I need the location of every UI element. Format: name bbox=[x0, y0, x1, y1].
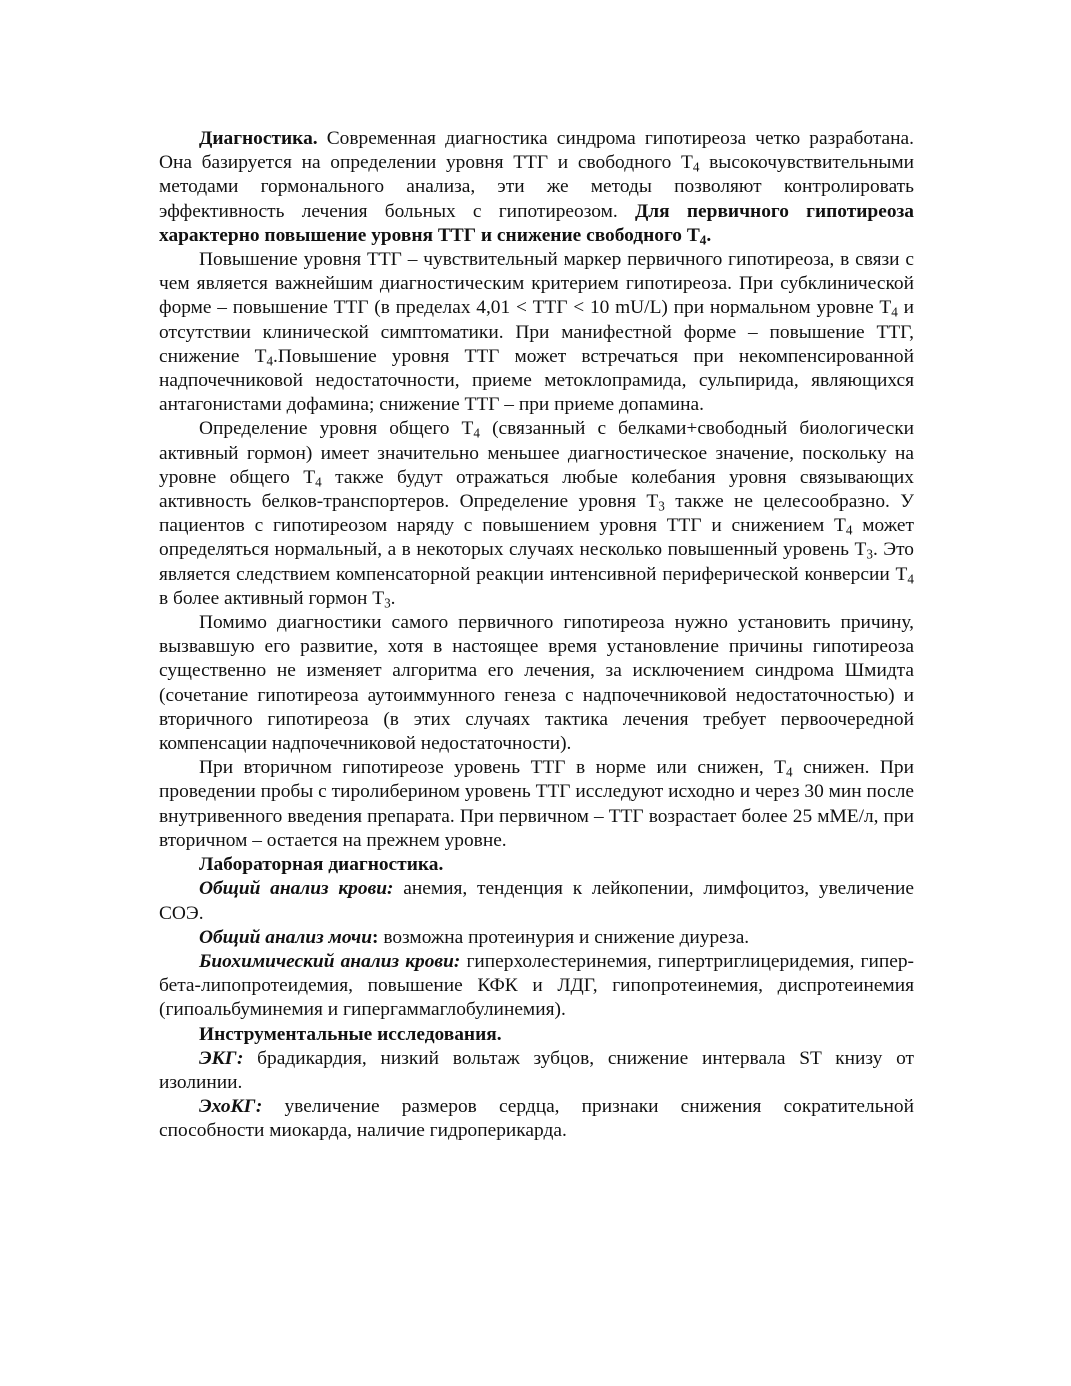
item-ecg: ЭКГ: брадикардия, низкий вольтаж зубцов, снижение интервала ST книзу от изолинии. bbox=[159, 1047, 914, 1093]
paragraph-secondary: При вторичном гипотиреозе уровень ТТГ в норме или снижен, $Т_4$ снижен. При проведении пробы с тиролиберином уровень ТТГ исследуют исходно и через 30 мин после внутривенного введения препарата. При первичном – ТТГ возрастает более 25 мМЕ/л, при вторичном – остается на прежнем уровне. bbox=[159, 757, 914, 851]
item-urine-test: Общий анализ мочи: возможна протеинурия и снижение диуреза. bbox=[199, 926, 750, 948]
text-span: Современная диагностика синдрома гипотиреоза четко разработана. Она базируется на определении уровня ТТГ и свободного Т bbox=[159, 128, 914, 174]
text-span: высокочувствительными методами гормонального анализа, эти же методы позволяют контролировать эффективность лечения больных с гипотиреозом. bbox=[159, 152, 915, 222]
item-echo: ЭхоКГ: увеличение размеров сердца, признаки снижения сократительной способности миокарда, наличие гидроперикарда. bbox=[159, 1096, 914, 1142]
section-heading-diagnostics: Диагностика. bbox=[199, 128, 318, 149]
item-label: Общий анализ крови: bbox=[199, 878, 394, 900]
item-label: ЭКГ: bbox=[199, 1047, 244, 1069]
item-biochemistry: Биохимический анализ крови: гиперхолестеринемия, гипертриглицеридемия, гипер-бета-липопротеидемия, повышение КФК и ЛДГ, гипопротеинемия, диспротеинемия (гипоальбуминемия и гипергаммаглобулинемия). bbox=[159, 950, 914, 1021]
paragraph-ttg-increase: Повышение уровня ТТГ – чувствительный маркер первичного гипотиреоза, в связи с чем является важнейшим диагностическим критерием гипотиреоза. При субклинической форме – повышение ТТГ (в пределах 4,01 < ТТГ < 10 mU/L) при нормальном уровне $Т_4$ и отсутствии клинической симптоматики. При манифестной форме – повышение ТТГ, снижение $Т_4.Повышение$ уровня ТТГ может встречаться при некомпенсированной надпочечниковой недостаточности, приеме метоклопрамида, сульпирида, являющихся антагонистами дофамина; снижение ТТГ – при приеме допамина. bbox=[159, 249, 914, 416]
item-label: Общий анализ мочи bbox=[199, 926, 372, 948]
paragraph-total-t4: Определение уровня общего $Т_4$ (связанный с белками+свободный биологически активный гормон) имеет значительно меньшее диагностическое значение, поскольку на уровне общего $Т_4$ также будут отражаться любые колебания уровня связывающих активность белков-транспортеров. Определение уровня $Т_3$ также не целесообразно. У пациентов с гипотиреозом наряду с повышением уровня ТТГ и снижением $Т_4$ может определяться нормальный, а в некоторых случаях несколько повышенный уровень $Т_3$. Это является следствием компенсаторной реакции интенсивной периферической конверсии $Т_4$ в более активный гормон $Т_3$. bbox=[159, 418, 915, 611]
document-page bbox=[159, 127, 914, 1144]
heading-lab-diagnostics: Лабораторная диагностика. bbox=[199, 854, 444, 876]
paragraph-cause: Помимо диагностики самого первичного гипотиреоза нужно установить причину, вызвавшую его развитие, хотя в настоящее время установление причины гипотиреоза существенно не изменяет алгоритма его лечения, за исключением синдрома Шмидта (сочетание гипотиреоза аутоиммунного генеза с надпочечниковой недостаточностью) и вторичного гипотиреоза (в этих случаях тактика лечения требует первоочередной компенсации надпочечниковой недостаточности). bbox=[159, 612, 914, 755]
item-blood-test: Общий анализ крови: анемия, тенденция к лейкопении, лимфоцитоз, увеличение СОЭ. bbox=[159, 878, 914, 924]
bold-statement: Для первичного гипотиреоза характерно повышение уровня ТТГ и снижение свободного $Т_4$. bbox=[159, 200, 914, 248]
item-label: Биохимический анализ крови: bbox=[199, 950, 461, 972]
heading-instrumental: Инструментальные исследования. bbox=[199, 1023, 502, 1045]
subscript: 4 bbox=[692, 159, 700, 175]
item-label: ЭхоКГ: bbox=[199, 1096, 263, 1118]
paragraph-diagnostics bbox=[159, 127, 914, 248]
